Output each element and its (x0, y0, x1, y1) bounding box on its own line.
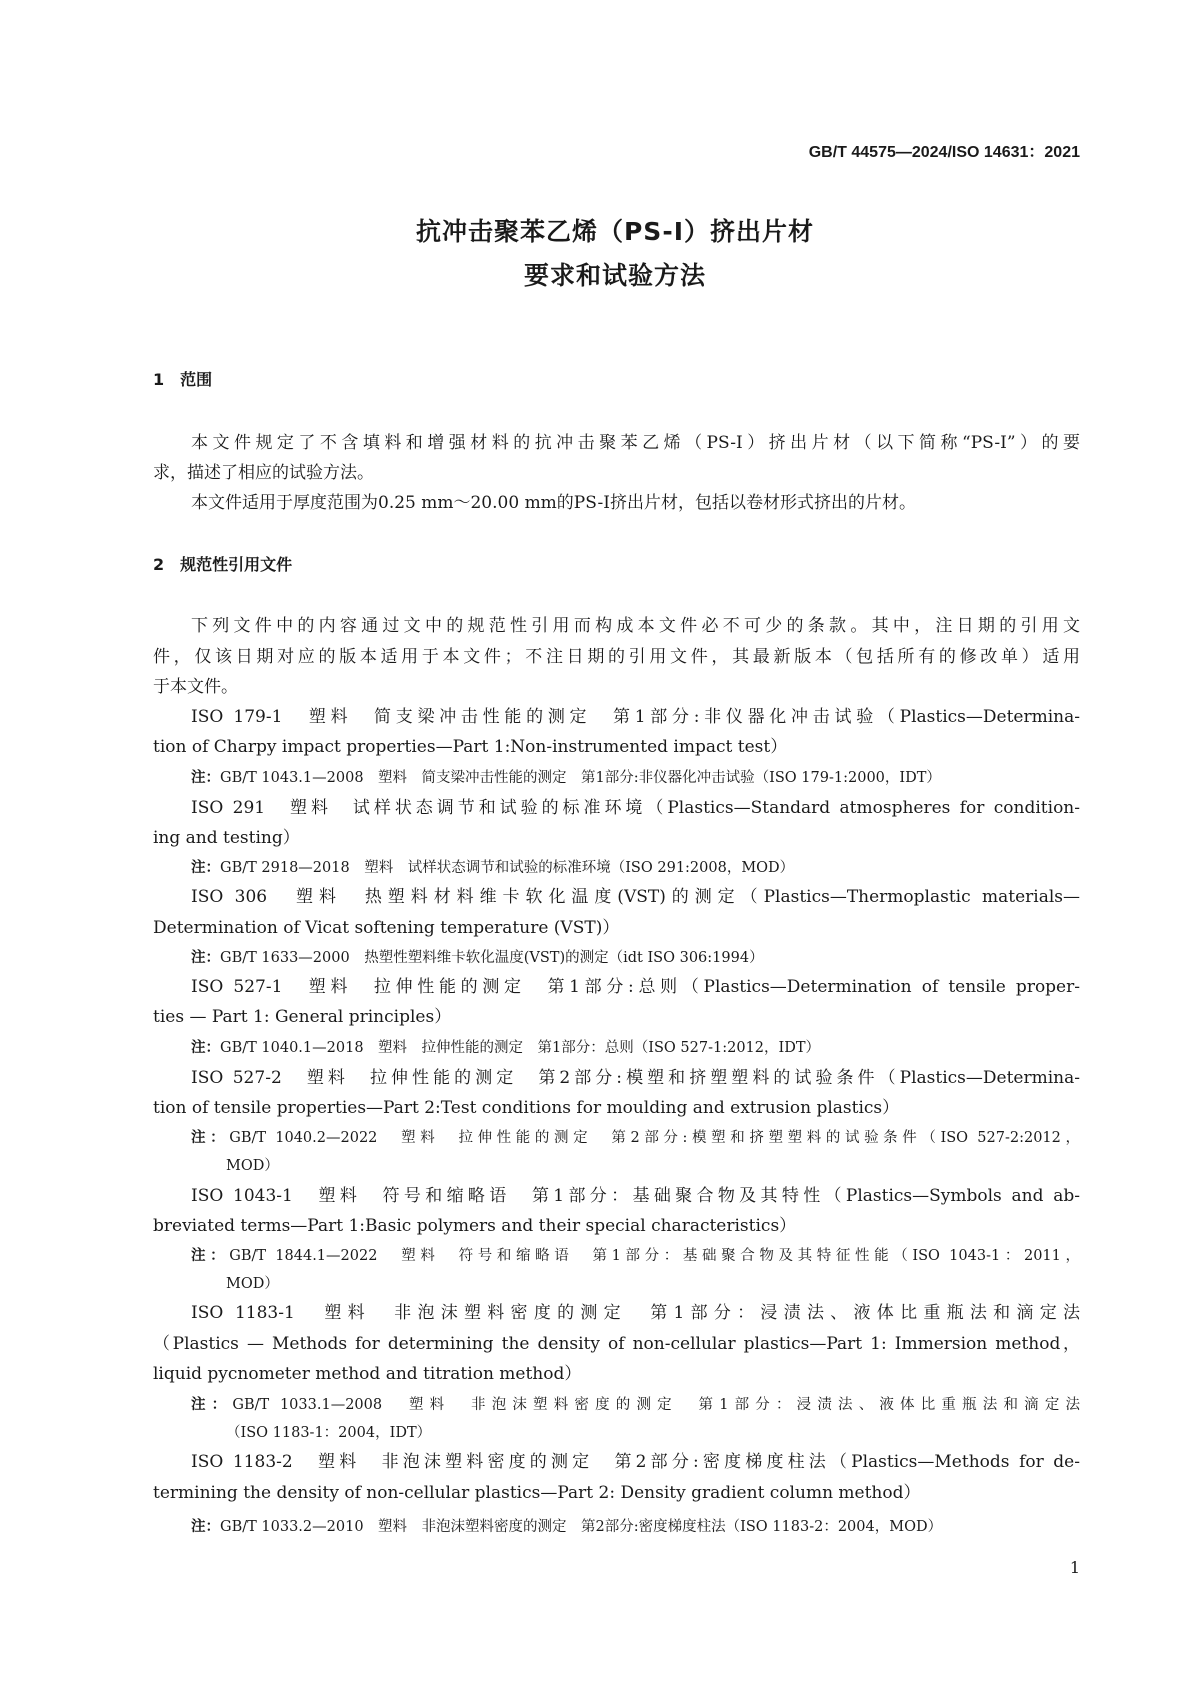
reference-note-line (191, 1037, 1080, 1059)
reference-entry-line: ISO 179-1 塑料 简支梁冲击性能的测定 第1部分:非仪器化冲击试验（Plastics—Determina- (191, 707, 1080, 727)
note-label: 注： (191, 1129, 230, 1146)
reference-note-line (191, 1127, 1080, 1149)
page-number: 1 (1069, 1558, 1080, 1577)
reference-entry-line: ISO 527-1 塑料 拉伸性能的测定 第1部分:总则（Plastics—Determination of tensile proper- (191, 977, 1080, 997)
reference-entry-line: tion of Charpy impact properties—Part 1:Non-instrumented impact test） (153, 737, 788, 757)
document-title-line-2: 要求和试验方法 (523, 261, 706, 290)
reference-entry-line: breviated terms—Part 1:Basic polymers and their special characteristics） (153, 1216, 797, 1236)
reference-entry-line: ISO 306 塑料 热塑料材料维卡软化温度(VST)的测定（Plastics—Thermoplastic materials— (191, 887, 1080, 907)
reference-entry-line: liquid pycnometer method and titration method） (153, 1364, 582, 1384)
reference-note-line: MOD） (226, 1158, 279, 1174)
reference-entry-line: Determination of Vicat softening temperature (VST)） (153, 918, 620, 938)
reference-entry-line: ing and testing） (153, 828, 300, 848)
references-intro-line: 于本文件。 (153, 677, 238, 697)
reference-entry-line: termining the density of non-cellular plastics—Part 2: Density gradient column method） (153, 1483, 921, 1503)
section-2-heading: 2 规范性引用文件 (153, 555, 293, 574)
reference-note-line (191, 947, 1080, 969)
reference-entry-line: tion of tensile properties—Part 2:Test conditions for moulding and extrusion plastics） (153, 1098, 900, 1118)
note-text: GB/T 1033.1—2008 塑料 非泡沫塑料密度的测定 第1部分：浸渍法、液体比重瓶法和滴定法 (232, 1397, 1081, 1413)
references-intro-line: 下列文件中的内容通过文中的规范性引用而构成本文件必不可少的条款。其中，注日期的引用文 (191, 616, 1080, 636)
reference-entry-line: ISO 291 塑料 试样状态调节和试验的标准环境（Plastics—Standard atmospheres for condition- (191, 798, 1080, 818)
note-label: 注： (191, 949, 220, 966)
note-label: 注： (191, 1518, 220, 1535)
scope-paragraph-2: 本文件适用于厚度范围为0.25 mm～20.00 mm的PS-I挤出片材，包括以卷材形式挤出的片材。 (191, 493, 916, 513)
note-label: 注： (191, 769, 220, 786)
reference-entry-line: （Plastics — Methods for determining the density of non-cellular plastics—Part 1: Immersion method， (153, 1334, 1080, 1354)
reference-note-line (191, 857, 1080, 879)
reference-note-line (191, 1245, 1080, 1267)
note-text: GB/T 1633—2000 热塑性塑料维卡软化温度(VST)的测定（idt ISO 306:1994） (220, 950, 764, 966)
note-label: 注： (191, 1396, 233, 1413)
reference-entry-line: ISO 1183-1 塑料 非泡沫塑料密度的测定 第1部分：浸渍法、液体比重瓶法和滴定法 (191, 1303, 1080, 1323)
document-title-line-1: 抗冲击聚苯乙烯（PS-I）挤出片材 (415, 217, 814, 246)
reference-entry-line: ties — Part 1: General principles） (153, 1007, 452, 1027)
reference-note-line (191, 1394, 1080, 1416)
note-text: GB/T 1040.1—2018 塑料 拉伸性能的测定 第1部分：总则（ISO 527-1:2012，IDT） (220, 1040, 821, 1056)
note-label: 注： (191, 1039, 220, 1056)
reference-note-line: MOD） (226, 1276, 279, 1292)
reference-entry-line: ISO 1183-2 塑料 非泡沫塑料密度的测定 第2部分:密度梯度柱法（Plastics—Methods for de- (191, 1452, 1080, 1472)
note-text: GB/T 1040.2—2022 塑料 拉伸性能的测定 第2部分:模塑和挤塑塑料的试验条件（ISO 527-2:2012， (229, 1130, 1080, 1146)
note-text: GB/T 1844.1—2022 塑料 符号和缩略语 第1部分：基础聚合物及其特征性能（ISO 1043-1：2011， (229, 1248, 1080, 1264)
note-text: GB/T 1033.2—2010 塑料 非泡沫塑料密度的测定 第2部分:密度梯度柱法（ISO 1183-2：2004，MOD） (220, 1519, 943, 1535)
reference-note-line: （ISO 1183-1：2004，IDT） (226, 1425, 432, 1441)
reference-entry-line: ISO 527-2 塑料 拉伸性能的测定 第2部分:模塑和挤塑塑料的试验条件（Plastics—Determina- (191, 1068, 1080, 1088)
reference-note-line (191, 767, 1080, 789)
note-text: GB/T 1043.1—2008 塑料 简支梁冲击性能的测定 第1部分:非仪器化冲击试验（ISO 179-1:2000，IDT） (220, 770, 941, 786)
note-label: 注： (191, 859, 220, 876)
note-text: GB/T 2918—2018 塑料 试样状态调节和试验的标准环境（ISO 291:2008，MOD） (220, 860, 795, 876)
document-code-header: GB/T 44575—2024/ISO 14631：2021 (808, 144, 1080, 161)
reference-entry-line: ISO 1043-1 塑料 符号和缩略语 第1部分：基础聚合物及其特性（Plastics—Symbols and ab- (191, 1186, 1080, 1206)
reference-note-line (191, 1516, 1080, 1538)
section-1-heading: 1 范围 (153, 370, 213, 389)
note-label: 注： (191, 1247, 230, 1264)
scope-paragraph-line: 本文件规定了不含填料和增强材料的抗冲击聚苯乙烯（PS-I）挤出片材（以下简称“PS-I”）的要 (191, 433, 1080, 453)
references-intro-line: 件，仅该日期对应的版本适用于本文件；不注日期的引用文件，其最新版本（包括所有的修改单）适用 (153, 647, 1080, 667)
scope-paragraph-line: 求，描述了相应的试验方法。 (153, 463, 374, 483)
